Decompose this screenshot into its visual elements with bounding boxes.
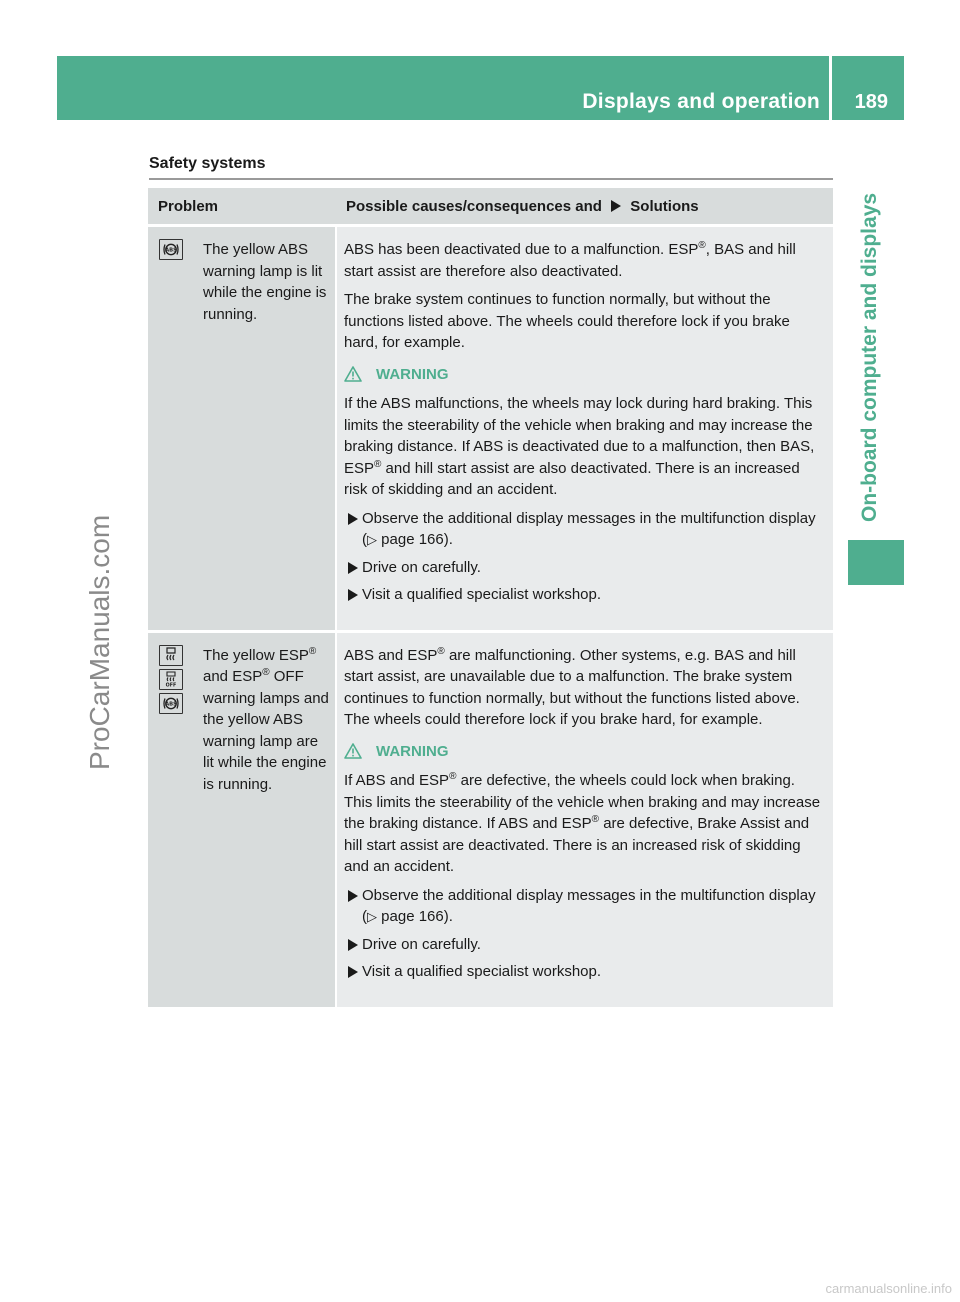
warning-text-part: If the ABS malfunctions, the wheels may lock during hard braking. This limits the steerability of the vehicle when braking and may increase the braking distance. If ABS is deactivated due to a malfunction, then BAS, ESP <box>344 395 815 477</box>
step-arrow-icon <box>344 961 362 979</box>
warning-triangle-icon <box>344 743 362 759</box>
header-solutions <box>336 188 833 226</box>
watermark: ProCarManuals.com <box>84 514 115 770</box>
problem-cell <box>148 226 336 632</box>
problem-text-part: The yellow ESP <box>203 646 309 664</box>
header-divider <box>829 56 832 120</box>
esp-off-icon <box>159 669 183 690</box>
solution-cell <box>336 631 833 1007</box>
table-row <box>148 631 833 1007</box>
consequence-paragraph: The brake system continues to function normally, but without the functions listed above. The wheels could therefore lock if you brake hard, for example. <box>344 291 790 351</box>
warning-heading <box>344 741 827 763</box>
header-section-title: Displays and operation <box>582 90 820 113</box>
warning-text-part: and hill start assist are also deactivated. There is an increased risk of skidding and an accident. <box>344 459 800 498</box>
step-text-part: Observe the additional display messages in the multifunction display ( <box>362 509 816 548</box>
step-text-part: page 166). <box>377 531 453 548</box>
step-text-part: Observe the additional display messages in the multifunction display ( <box>362 886 816 925</box>
step-text: Drive on carefully. <box>362 558 481 576</box>
page-ref-arrow-icon: ▷ <box>367 532 377 547</box>
footer-watermark: carmanualsonline.info <box>825 1281 952 1296</box>
warning-text <box>344 393 827 501</box>
page-header-bar <box>57 56 904 120</box>
step-item <box>344 584 827 606</box>
abs-warning-icon <box>159 239 183 260</box>
section-rule <box>149 178 833 180</box>
side-tab-block <box>848 540 904 585</box>
warning-triangle-icon <box>344 366 362 382</box>
problem-text <box>203 645 331 796</box>
step-arrow-icon <box>344 508 362 526</box>
warning-text-part: are defective, Brake Assist and hill start assist are deactivated. There is an increased risk of skidding and an accident. <box>344 815 810 875</box>
solution-cell <box>336 226 833 632</box>
header-problem <box>148 188 336 226</box>
registered-mark: ® <box>262 667 270 678</box>
header-solutions-suffix: Solutions <box>630 197 699 215</box>
step-text-part: page 166). <box>377 908 453 925</box>
play-arrow-icon <box>610 199 622 213</box>
problem-text-part: and ESP <box>203 668 263 685</box>
registered-mark: ® <box>308 645 317 657</box>
step-text: Visit a qualified specialist workshop. <box>362 963 602 980</box>
problem-solution-table <box>148 188 833 1007</box>
step-item <box>344 934 827 956</box>
table-header-row <box>148 188 833 226</box>
registered-mark: ® <box>449 771 457 782</box>
warning-heading <box>344 364 827 386</box>
page-number: 189 <box>854 91 888 113</box>
side-tab-label: On-board computer and displays <box>858 192 881 522</box>
warning-label: WARNING <box>376 742 449 760</box>
cause-text: , BAS and hill start assist are therefore also deactivated. <box>344 241 796 280</box>
warning-text-part: If ABS and ESP <box>344 772 450 789</box>
cause-paragraph <box>344 239 827 282</box>
svg-text:OFF: OFF <box>165 683 177 687</box>
cause-text: ABS has been deactivated due to a malfunction. ESP <box>344 241 699 258</box>
step-item <box>344 557 827 579</box>
step-text: Visit a qualified specialist workshop. <box>362 586 602 603</box>
registered-mark: ® <box>698 240 706 251</box>
header-problem-label: Problem <box>158 197 219 215</box>
cause-paragraph <box>344 645 827 731</box>
step-arrow-icon <box>344 584 362 602</box>
problem-cell <box>148 631 336 1007</box>
step-arrow-icon <box>344 885 362 903</box>
header-solutions-prefix: Possible causes/consequences and <box>346 197 602 215</box>
registered-mark: ® <box>591 814 600 825</box>
esp-warning-icon <box>159 645 183 666</box>
svg-text:ABS: ABS <box>165 701 177 708</box>
step-item <box>344 508 827 551</box>
step-item <box>344 961 827 983</box>
cause-text: are malfunctioning. Other systems, e.g. BAS and hill start assist, are unavailable due to a malfunction. The brake system continues to function normally, but without the functions listed above. The wheels could therefore lock if you brake hard, for example. <box>344 646 800 728</box>
step-arrow-icon <box>344 557 362 575</box>
step-item <box>344 885 827 928</box>
step-text: Drive on carefully. <box>362 935 481 953</box>
problem-text-part: OFF warning lamps and the yellow ABS warning lamp are lit while the engine is running. <box>203 668 329 793</box>
warning-text-part: are defective, the wheels could lock when braking. This limits the steerability of the vehicle when braking and may increase the braking distance. If ABS and ESP <box>344 772 821 832</box>
page-ref-arrow-icon: ▷ <box>367 909 377 924</box>
section-title: Safety systems <box>149 155 266 172</box>
warning-text <box>344 770 827 878</box>
step-arrow-icon <box>344 934 362 952</box>
table-row <box>148 226 833 632</box>
abs-warning-icon <box>159 693 183 714</box>
registered-mark: ® <box>374 458 382 470</box>
step-text <box>362 885 827 928</box>
warning-label: WARNING <box>376 365 449 383</box>
problem-text: The yellow ABS warning lamp is lit while the engine is running. <box>203 241 327 323</box>
svg-text:ABS: ABS <box>165 247 177 254</box>
step-text <box>362 508 827 551</box>
registered-mark: ® <box>437 645 445 657</box>
cause-text: ABS and ESP <box>344 646 438 664</box>
